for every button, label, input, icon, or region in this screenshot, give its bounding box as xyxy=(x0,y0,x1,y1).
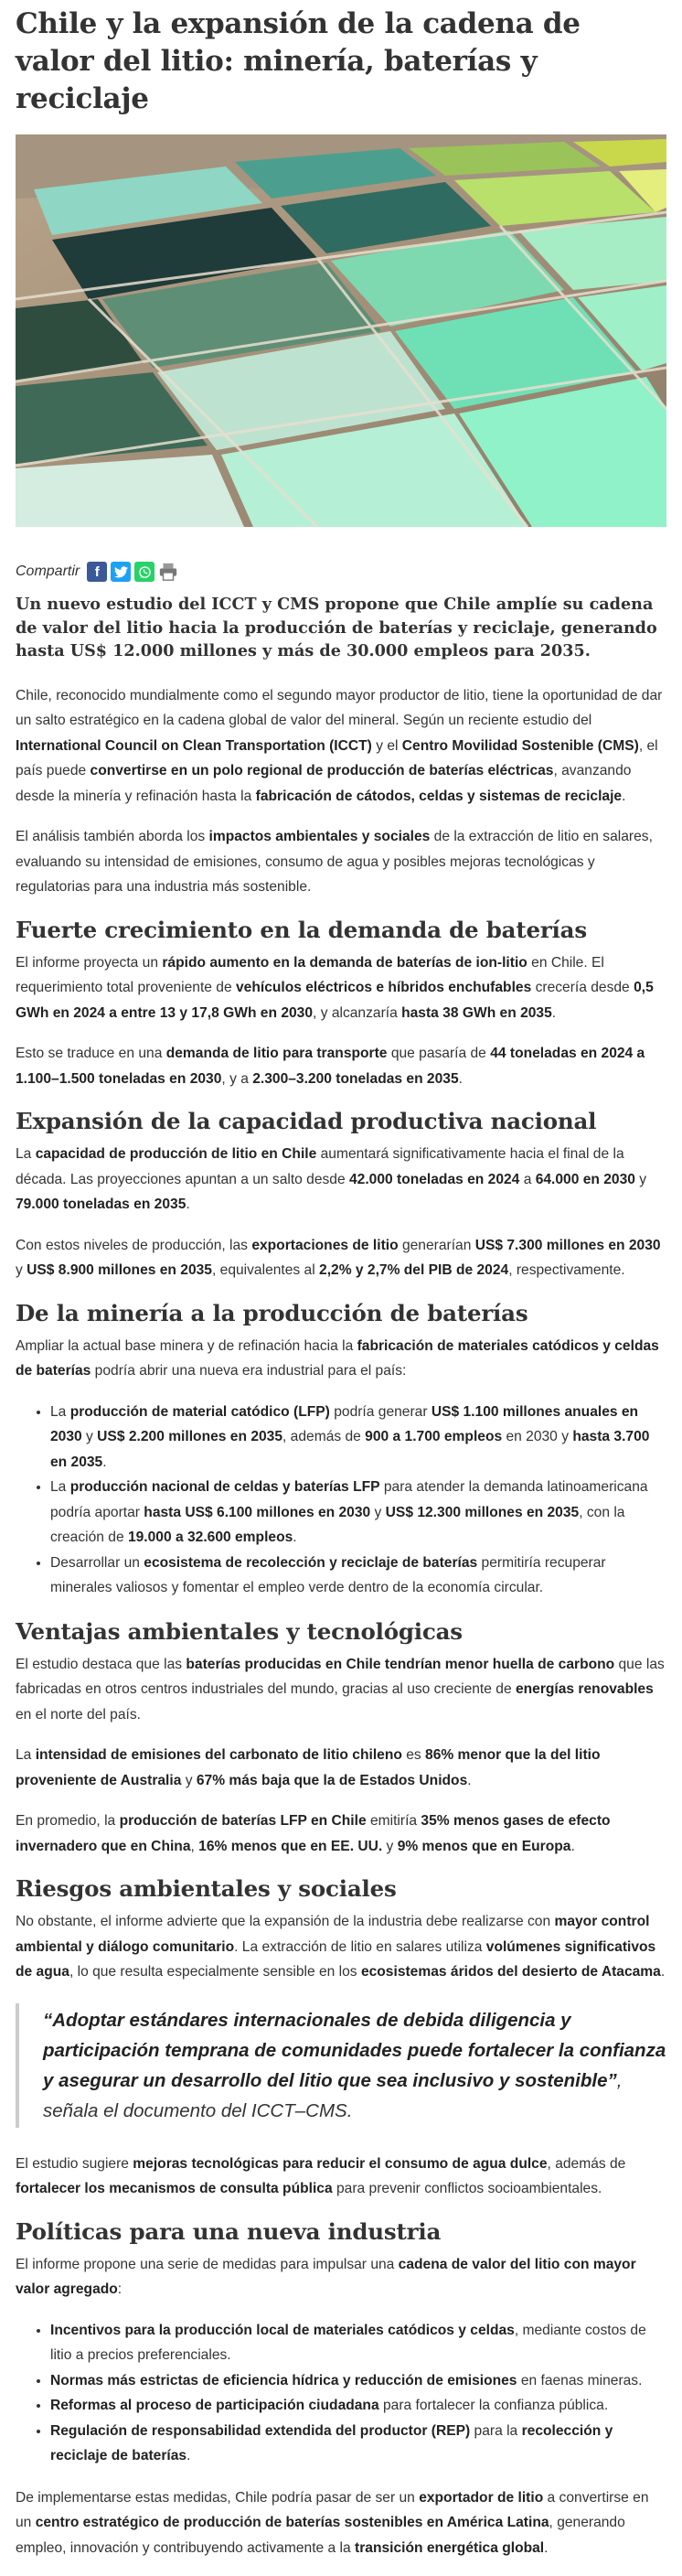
article-sections xyxy=(16,916,666,2561)
text-run: Esto se traduce en una xyxy=(16,1046,166,1061)
quote-text xyxy=(43,2005,666,2126)
paragraph xyxy=(16,1142,666,1218)
section-heading: Riesgos ambientales y sociales xyxy=(16,1875,397,1902)
text-run: y el xyxy=(371,737,402,754)
text-run: es xyxy=(401,1747,426,1763)
list-item xyxy=(50,1475,666,1551)
bold-text: cadena de valor del litio con mayor valor agregado xyxy=(16,2256,636,2297)
bold-text: 67% más baja que la de Estados Unidos xyxy=(196,1772,468,1788)
text-run: , además de xyxy=(282,1429,366,1444)
bold-text: ecosistema de recolección y reciclaje de baterías xyxy=(144,1554,478,1571)
twitter-icon[interactable] xyxy=(111,562,131,582)
paragraph xyxy=(16,1909,666,1985)
bold-text: Incentivos para la producción local de materiales catódicos y celdas xyxy=(50,2322,515,2338)
pull-quote xyxy=(16,2003,666,2128)
text-run: Ampliar la actual base minera y de refinación hacia la xyxy=(16,1337,357,1354)
bold-text: fortalecer los mecanismos de consulta pública xyxy=(16,2181,333,2196)
paragraph xyxy=(16,683,666,810)
text-run: en 2030 y xyxy=(502,1429,573,1444)
bold-text: exportador de litio xyxy=(419,2489,544,2506)
bold-text: 16% menos que en EE. UU. xyxy=(198,1838,383,1854)
paragraph xyxy=(16,1652,666,1728)
paragraph xyxy=(16,824,666,900)
bold-text: 0,5 GWh en 2024 a entre 13 y 17,8 GWh en 2030 xyxy=(16,980,654,1021)
bold-text: producción de baterías LFP en Chile xyxy=(119,1813,367,1829)
bold-text: 19.000 a 32.600 empleos xyxy=(127,1530,293,1545)
article-title: Chile y la expansión de la cadena de valor del litio: minería, baterías y reciclaje xyxy=(16,7,581,115)
text-run: para fortalecer la confianza pública. xyxy=(378,2398,609,2413)
text-run: La xyxy=(50,1479,70,1495)
bold-text: recolección y reciclaje de baterías xyxy=(50,2422,613,2463)
text-run: que pasaría de xyxy=(387,1046,491,1061)
text-run: en faenas mineras. xyxy=(517,2372,643,2388)
text-run: emitiría xyxy=(366,1813,421,1829)
bold-text: US$ 7.300 millones en 2030 xyxy=(474,1237,661,1253)
text-run: . xyxy=(102,1454,107,1470)
text-run: y xyxy=(382,1838,398,1854)
paragraph xyxy=(16,950,666,1026)
text-run: . xyxy=(551,1004,557,1021)
text-run: en Chile. El requerimiento total proveniente de xyxy=(16,954,604,995)
text-run: permitiría recuperar minerales valiosos y fomentar el empleo verde dentro de la economía circular. xyxy=(50,1554,606,1595)
text-run: Con estos niveles de producción, las xyxy=(16,1237,252,1253)
bold-text: mayor control ambiental y diálogo comunitario xyxy=(16,1914,650,1955)
bold-text: ecosistemas áridos del desierto de Atacama xyxy=(360,1964,661,1980)
bold-text: US$ 8.900 millones en 2035 xyxy=(27,1262,212,1278)
list-item xyxy=(50,2419,666,2469)
list-item xyxy=(50,2318,666,2368)
text-run: , respectivamente. xyxy=(508,1262,625,1278)
bold-text: fabricación de materiales catódicos y celdas de baterías xyxy=(16,1337,659,1379)
bold-text: intensidad de emisiones del carbonato de litio chileno xyxy=(35,1747,402,1763)
text-run: , y alcanzaría xyxy=(313,1004,402,1021)
section-heading: Ventajas ambientales y tecnológicas xyxy=(16,1617,463,1645)
text-run: En promedio, la xyxy=(16,1813,120,1829)
list-item xyxy=(50,2368,666,2394)
bold-text: vehículos eléctricos e híbridos enchufables xyxy=(236,980,532,995)
bold-text: fabricación de cátodos, celdas y sistemas de reciclaje xyxy=(255,788,623,804)
text-run: crecería desde xyxy=(531,980,634,995)
quote-body: “Adoptar estándares internacionales de debida diligencia y participación temprana de comunidades puede fortalecer la confianza y asegurar un desarrollo del litio que sea inclusivo y sostenible” xyxy=(43,2009,666,2091)
list-item xyxy=(50,1400,666,1476)
text-run: La xyxy=(16,1146,36,1162)
bold-text: US$ 2.200 millones en 2035 xyxy=(97,1429,283,1444)
text-run: El informe propone una serie de medidas para impulsar una xyxy=(16,2256,399,2272)
paragraph xyxy=(16,1743,666,1793)
bold-text: 35% menos gases de efecto invernadero que en China xyxy=(16,1813,611,1854)
bullet-list xyxy=(16,2318,666,2469)
text-run: , xyxy=(190,1838,199,1854)
bold-text: 900 a 1.700 empleos xyxy=(365,1429,503,1444)
quote-citation: , señala el documento del ICCT–CMS. xyxy=(43,2069,623,2121)
list-item xyxy=(50,1551,666,1601)
text-run: . xyxy=(458,1070,463,1087)
text-run: que las fabricadas en otros centros industriales del mundo, gracias al uso creciente de xyxy=(16,1656,665,1697)
bold-text: Regulación de responsabilidad extendida del productor (REP) xyxy=(50,2422,471,2439)
paragraph xyxy=(16,1334,666,1384)
share-label: Compartir xyxy=(16,564,80,579)
paragraph xyxy=(16,2152,666,2202)
whatsapp-icon[interactable] xyxy=(134,562,155,582)
text-run: : xyxy=(117,2281,123,2297)
text-run: La xyxy=(16,1747,36,1763)
text-run: , lo que resulta especialmente sensible en los xyxy=(69,1964,361,1980)
bold-text: producción nacional de celdas y baterías LFP xyxy=(69,1479,380,1495)
paragraph xyxy=(16,1809,666,1859)
text-run: a xyxy=(519,1171,536,1187)
text-run: . xyxy=(660,1964,666,1980)
text-run: , y a xyxy=(221,1070,253,1087)
bold-text: US$ 12.300 millones en 2035 xyxy=(385,1504,580,1520)
bold-text: hasta 38 GWh en 2035 xyxy=(401,1004,552,1021)
bold-text: 9% menos que en Europa xyxy=(397,1838,571,1854)
bold-text: International Council on Clean Transportation (ICCT) xyxy=(16,737,372,754)
text-run: en el norte del país. xyxy=(16,1706,141,1723)
text-run: para atender la demanda latinoamericana podría aportar xyxy=(50,1479,648,1520)
bold-text: US$ 1.100 millones anuales en 2030 xyxy=(50,1403,639,1444)
text-run: Desarrollar un xyxy=(50,1554,144,1571)
bold-text: Normas más estrictas de eficiencia hídrica y reducción de emisiones xyxy=(50,2372,517,2388)
text-run: . xyxy=(293,1530,297,1545)
text-run: generarían xyxy=(398,1237,475,1253)
text-run: a convertirse en un xyxy=(16,2489,649,2530)
text-run: y xyxy=(16,1262,27,1278)
paragraph xyxy=(16,1041,666,1091)
paragraph xyxy=(16,2252,666,2302)
print-icon[interactable] xyxy=(158,562,178,582)
facebook-icon[interactable]: f xyxy=(87,562,107,582)
bold-text: baterías producidas en Chile tendrían menor huella de carbono xyxy=(186,1656,615,1672)
text-run: El análisis también aborda los xyxy=(16,829,209,844)
article xyxy=(0,5,682,2560)
bold-text: 2.300–3.200 toneladas en 2035 xyxy=(252,1070,459,1087)
text-run: La xyxy=(50,1403,70,1420)
article-intro xyxy=(16,683,666,900)
bold-text: hasta 3.700 en 2035 xyxy=(50,1429,650,1470)
bold-text: 86% menor que la del litio proveniente de Australia xyxy=(16,1747,601,1788)
bold-text: exportaciones de litio xyxy=(251,1237,399,1253)
bold-text: demanda de litio para transporte xyxy=(165,1046,388,1061)
text-run: El informe proyecta un xyxy=(16,954,163,971)
text-run: y xyxy=(370,1504,386,1520)
bold-text: 79.000 toneladas en 2035 xyxy=(16,1197,186,1212)
bold-text: Centro Movilidad Sostenible (CMS) xyxy=(401,737,639,754)
text-run: El estudio sugiere xyxy=(16,2155,133,2172)
text-run: podría generar xyxy=(329,1403,432,1420)
share-bar xyxy=(16,560,666,584)
paragraph xyxy=(16,1233,666,1283)
text-run: . xyxy=(544,2539,549,2556)
text-run: para la xyxy=(470,2422,522,2439)
text-run: , avanzando desde la minería y refinación hasta la xyxy=(16,763,632,804)
text-run: , mediante costos de litio a precios preferenciales. xyxy=(50,2322,646,2363)
text-run: aumentará significativamente hacia el final de la década. Las proyecciones apuntan a un salto desde xyxy=(16,1146,624,1187)
article-lead: Un nuevo estudio del ICCT y CMS propone que Chile amplíe su cadena de valor del litio hacia la producción de baterías y reciclaje, generando hasta US$ 12.000 millones y más de 30.000 empleos para 2035. xyxy=(16,595,657,660)
bold-text: mejoras tecnológicas para reducir el consumo de agua dulce xyxy=(133,2155,548,2172)
text-run: . La extracción de litio en salares utiliza xyxy=(234,1938,486,1955)
bold-text: impactos ambientales y sociales xyxy=(208,829,431,844)
bold-text: rápido aumento en la demanda de baterías de ion-litio xyxy=(162,954,527,971)
section-heading: Expansión de la capacidad productiva nacional xyxy=(16,1108,597,1134)
text-run: . xyxy=(186,2448,191,2463)
text-run: , el país puede xyxy=(16,737,658,778)
text-run: . xyxy=(186,1197,190,1212)
text-run: El estudio destaca que las xyxy=(16,1656,186,1672)
text-run: , con la creación de xyxy=(50,1504,625,1545)
bold-text: 42.000 toneladas en 2024 xyxy=(348,1171,520,1187)
bold-text: volúmenes significativos de agua xyxy=(16,1938,656,1980)
bold-text: 64.000 en 2030 xyxy=(535,1171,635,1187)
bold-text: hasta US$ 6.100 millones en 2030 xyxy=(144,1504,371,1520)
text-run: y xyxy=(634,1171,647,1187)
text-run: , equivalentes al xyxy=(211,1262,320,1278)
hero-image xyxy=(16,134,666,527)
text-run: No obstante, el informe advierte que la expansión de la industria debe realizarse con xyxy=(16,1914,555,1929)
bold-text: 2,2% y 2,7% del PIB de 2024 xyxy=(319,1262,509,1278)
text-run: , además de xyxy=(547,2155,626,2172)
bold-text: producción de material catódico (LFP) xyxy=(69,1403,330,1420)
text-run: . xyxy=(467,1772,472,1788)
text-run: podría abrir una nueva era industrial para el país: xyxy=(91,1363,407,1379)
bold-text: 44 toneladas en 2024 a 1.100–1.500 toneladas en 2030 xyxy=(16,1046,645,1087)
text-run: Chile, reconocido mundialmente como el segundo mayor productor de litio, tiene la oportunidad de dar un salto estratégico en la cadena global de valor del mineral. Según un reciente estudio del xyxy=(16,687,663,728)
text-run: . xyxy=(570,1838,575,1854)
bullet-list xyxy=(16,1400,666,1601)
text-run: y xyxy=(181,1772,197,1788)
section-heading: Políticas para una nueva industria xyxy=(16,2217,442,2245)
bold-text: convertirse en un polo regional de producción de baterías eléctricas xyxy=(90,763,554,778)
text-run: . xyxy=(622,788,626,804)
list-item xyxy=(50,2393,666,2419)
text-run: y xyxy=(81,1429,98,1444)
paragraph xyxy=(16,2485,666,2561)
bold-text: Reformas al proceso de participación ciudadana xyxy=(50,2398,379,2413)
bold-text: energías renovables xyxy=(515,1681,654,1697)
bold-text: centro estratégico de producción de baterías sostenibles en América Latina xyxy=(35,2515,549,2530)
section-heading: Fuerte crecimiento en la demanda de baterías xyxy=(16,916,587,943)
text-run: de la extracción de litio en salares, evaluando su intensidad de emisiones, consumo de agua y posibles mejoras tecnológicas y regulatorias para una industria más sostenible. xyxy=(16,829,653,895)
text-run: De implementarse estas medidas, Chile podría pasar de ser un xyxy=(16,2489,420,2506)
bold-text: capacidad de producción de litio en Chile xyxy=(35,1146,317,1162)
text-run: , generando empleo, innovación y contribuyendo activamente a la xyxy=(16,2515,625,2556)
bold-text: transición energética global xyxy=(355,2539,545,2556)
text-run: para prevenir conflictos socioambientales. xyxy=(332,2181,602,2196)
section-heading: De la minería a la producción de baterías xyxy=(16,1299,528,1326)
